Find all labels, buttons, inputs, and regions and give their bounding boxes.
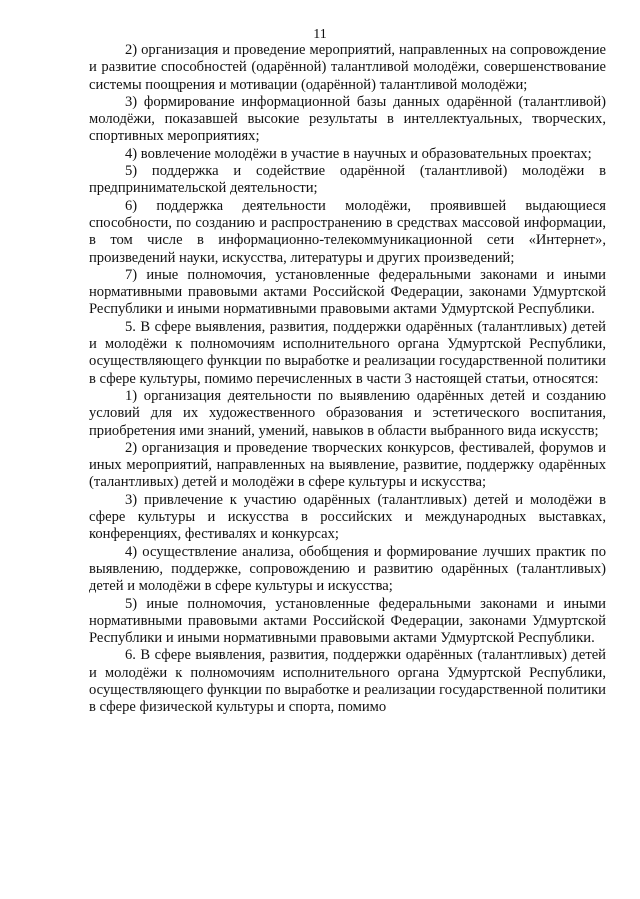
paragraph-item-2-organization-events: 2) организация и проведение мероприятий, направленных на сопровождение и развитие способностей (одарённой) талантливой молодёжи, совершенствование системы поощрения и мотивации (одарённой) талантливой молодёжи; <box>89 42 606 93</box>
paragraph-culture-item-3: 3) привлечение к участию одарённых (талантливых) детей и молодёжи в сфере культуры и искусства в российских и международных выставках, конференциях, фестивалях и конкурсах; <box>89 491 606 543</box>
paragraph-item-6-media-support: 6) поддержка деятельности молодёжи, проявившей выдающиеся способности, по созданию и распространению в средствах массовой информации, в том числе в информационно-телекоммуникационной сети «Интернет», произведений науки, искусства, литературы и других произведений; <box>89 197 606 266</box>
paragraph-culture-item-1: 1) организация деятельности по выявлению одарённых детей и созданию условий для их художественного образования и эстетического воспитания, приобретения ими знаний, умений, навыков в области выбранного вида искусств; <box>89 387 606 439</box>
paragraph-culture-item-2: 2) организация и проведение творческих конкурсов, фестивалей, форумов и иных мероприятий, направленных на выявление, развитие, поддержку одарённых (талантливых) детей и молодёжи в сфере культуры и искусства; <box>89 439 606 491</box>
paragraph-section-5-culture: 5. В сфере выявления, развития, поддержки одарённых (талантливых) детей и молодёжи к полномочиям исполнительного органа Удмуртской Республики, осуществляющего функции по выработке и реализации государственной политики в сфере культуры, помимо перечисленных в части 3 настоящей статьи, относятся: <box>89 318 606 387</box>
paragraph-section-6-sport: 6. В сфере выявления, развития, поддержки одарённых (талантливых) детей и молодёжи к полномочиям исполнительного органа Удмуртской Республики, осуществляющего функции по выработке и реализации государственной политики в сфере физической культуры и спорта, помимо <box>89 647 606 716</box>
paragraph-item-4-involvement-projects: 4) вовлечение молодёжи в участие в научных и образовательных проектах; <box>125 145 592 162</box>
paragraph-item-5-entrepreneurship-support: 5) поддержка и содействие одарённой (талантливой) молодёжи в предпринимательской деятельности; <box>89 163 606 197</box>
paragraph-item-7-other-powers: 7) иные полномочия, установленные федеральными законами и иными нормативными правовыми актами Российской Федерации, законами Удмуртской Республики и иными нормативными правовыми актами Удмуртской Республики. <box>89 266 606 318</box>
page-number: 11 <box>313 27 327 42</box>
document-body <box>89 42 606 717</box>
paragraph-item-3-information-database: 3) формирование информационной базы данных одарённой (талантливой) молодёжи, показавшей высокие результаты в интеллектуальных, творческих, спортивных мероприятиях; <box>89 93 606 145</box>
paragraph-culture-item-4: 4) осуществление анализа, обобщения и формирование лучших практик по выявлению, поддержке, сопровождению и развитию одарённых (талантливых) детей и молодёжи в сфере культуры и искусства; <box>89 543 606 595</box>
paragraph-culture-item-5: 5) иные полномочия, установленные федеральными законами и иными нормативными правовыми актами Российской Федерации, законами Удмуртской Республики и иными нормативными правовыми актами Удмуртской Республики. <box>89 595 606 647</box>
